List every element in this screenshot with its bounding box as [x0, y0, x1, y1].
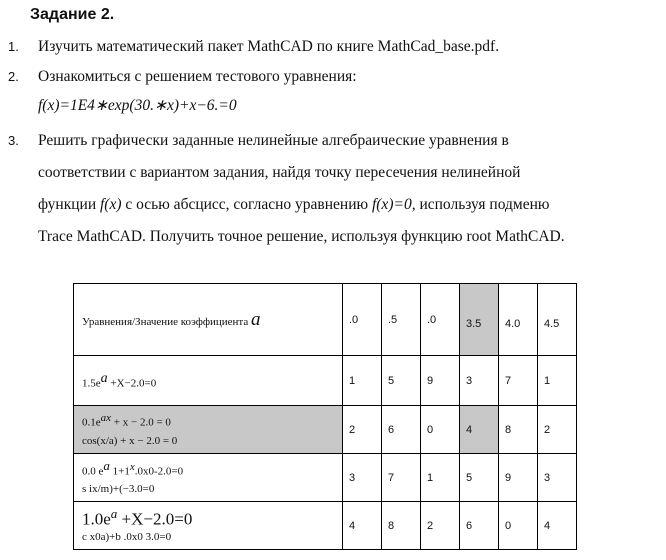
table-cell: 9 — [421, 356, 460, 406]
item-text-line-1: Решить графически заданные нелинейные алгебраические уравнения в — [38, 132, 509, 149]
item-text-line-2: соответствии с вариантом задания, найдя точку пересечения нелинейной — [38, 164, 521, 181]
table-cell: 7 — [499, 356, 538, 406]
equation-cell: $1.5e^a +X-2.0=0$ — [74, 356, 343, 406]
equation-cell-highlighted: $0.1e^{ax} + x - 2.0 = 0$ cos(x/a) + x − 2.0 = 0 — [74, 406, 343, 454]
coefficient-table — [73, 283, 577, 550]
table-header-row — [74, 284, 577, 356]
table-cell: 3 — [538, 454, 577, 502]
table-row — [74, 356, 577, 406]
table-cell: 1 — [538, 356, 577, 406]
test-equation: f(x)=1E4∗exp(30.∗x)+x−6.=0 — [38, 97, 237, 114]
header-value: .0 — [343, 284, 382, 356]
table-cell: 6 — [460, 502, 499, 550]
header-value: 4.5 — [538, 284, 577, 356]
fx-term: f(x) — [100, 196, 122, 213]
table-cell: 7 — [382, 454, 421, 502]
equation-cell: 0.0 $e^a$ $1+1^x.0x0-2.0=0$ s ix/m)+(−3.0=0 — [74, 454, 343, 502]
table-cell: 2 — [538, 406, 577, 454]
item-number: 1. — [8, 39, 19, 54]
table-cell: 0 — [499, 502, 538, 550]
table-cell: 3 — [460, 356, 499, 406]
header-label-cell: Уравнения/Значение коэффициента a — [74, 284, 343, 356]
table-cell: 5 — [382, 356, 421, 406]
table-row — [74, 406, 577, 454]
table-cell: 4 — [343, 502, 382, 550]
item-text-line-4: Trace MathCAD. Получить точное решение, используя функцию root MathCAD. — [38, 228, 565, 245]
table-cell: 1 — [343, 356, 382, 406]
header-value: .0 — [421, 284, 460, 356]
table-cell: 1 — [421, 454, 460, 502]
table-cell: 2 — [421, 502, 460, 550]
equation-cell: $1.0e^a +X-2.0=0$ c x0a)+b .0x0 3.0=0 — [74, 502, 343, 550]
table-cell: 2 — [343, 406, 382, 454]
table-cell: 8 — [499, 406, 538, 454]
header-value-highlighted: 3.5 — [460, 284, 499, 356]
table-cell-highlighted: 4 — [460, 406, 499, 454]
table-row — [74, 502, 577, 550]
table-cell: 6 — [382, 406, 421, 454]
table-cell: 0 — [421, 406, 460, 454]
item-number: 3. — [8, 133, 19, 148]
fx-zero-term: f(x)=0, — [371, 196, 416, 213]
table-row — [74, 454, 577, 502]
table-cell: 8 — [382, 502, 421, 550]
item-number: 2. — [8, 69, 19, 84]
table-cell: 5 — [460, 454, 499, 502]
item-text-line-3: функции f(x) с осью абсцисс, согласно уравнению f(x)=0, используя подменю — [38, 196, 550, 213]
header-value: .5 — [382, 284, 421, 356]
task-heading: Задание 2. — [30, 6, 115, 23]
table-cell: 3 — [343, 454, 382, 502]
item-text: Ознакомиться с решением тестового уравнения: — [38, 68, 357, 85]
table-cell: 4 — [538, 502, 577, 550]
table-cell: 9 — [499, 454, 538, 502]
header-value: 4.0 — [499, 284, 538, 356]
item-text: Изучить математический пакет MathCAD по книге MathCad_base.pdf. — [38, 38, 500, 55]
